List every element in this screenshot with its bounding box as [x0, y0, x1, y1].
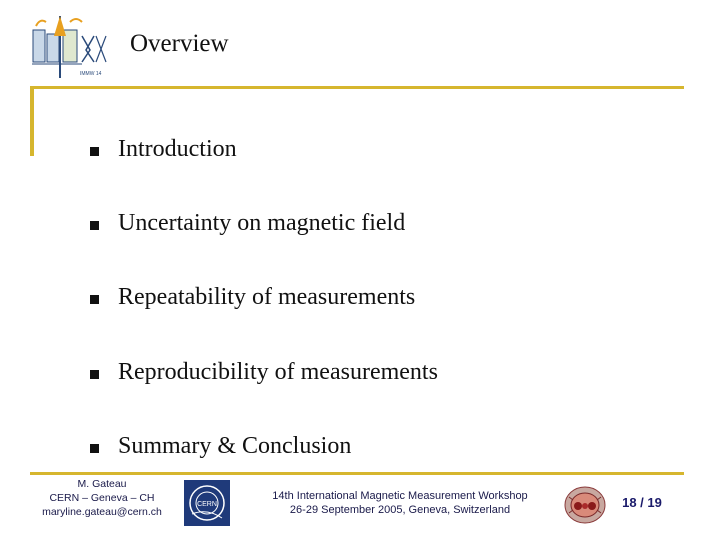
list-item	[90, 112, 438, 186]
author-block	[22, 477, 182, 519]
overview-list	[90, 112, 438, 483]
page-number: 18 / 19	[622, 495, 662, 510]
list-item-label: Repeatability of measurements	[118, 284, 416, 311]
author-name: M. Gateau	[77, 478, 127, 490]
header-rule	[30, 86, 684, 89]
cern-logo-text: CERN	[197, 501, 217, 508]
square-bullet-icon	[90, 444, 99, 453]
list-item-label: Reproducibility of measurements	[118, 358, 438, 385]
geneva-seal-icon	[563, 485, 607, 525]
square-bullet-icon	[90, 221, 99, 230]
list-item-label: Uncertainty on magnetic field	[118, 209, 406, 236]
list-item	[90, 335, 438, 409]
author-org: CERN – Geneva – CH	[49, 492, 155, 504]
slide-title: Overview	[130, 30, 229, 57]
list-item-label: Introduction	[118, 135, 237, 162]
square-bullet-icon	[90, 147, 99, 156]
cern-logo	[184, 480, 230, 526]
list-item	[90, 186, 438, 260]
workshop-title: 14th International Magnetic Measurement Workshop	[272, 490, 528, 502]
square-bullet-icon	[90, 295, 99, 304]
immw-logo	[30, 12, 110, 82]
list-item	[90, 261, 438, 335]
workshop-dates: 26-29 September 2005, Geneva, Switzerland	[289, 504, 511, 516]
square-bullet-icon	[90, 370, 99, 379]
footer-rule	[30, 472, 684, 475]
workshop-info	[250, 489, 550, 517]
logo-text: IMMW 14	[80, 71, 102, 77]
list-item-label: Summary & Conclusion	[118, 432, 352, 459]
author-email: maryline.gateau@cern.ch	[42, 506, 162, 518]
left-accent-rule	[30, 88, 34, 156]
